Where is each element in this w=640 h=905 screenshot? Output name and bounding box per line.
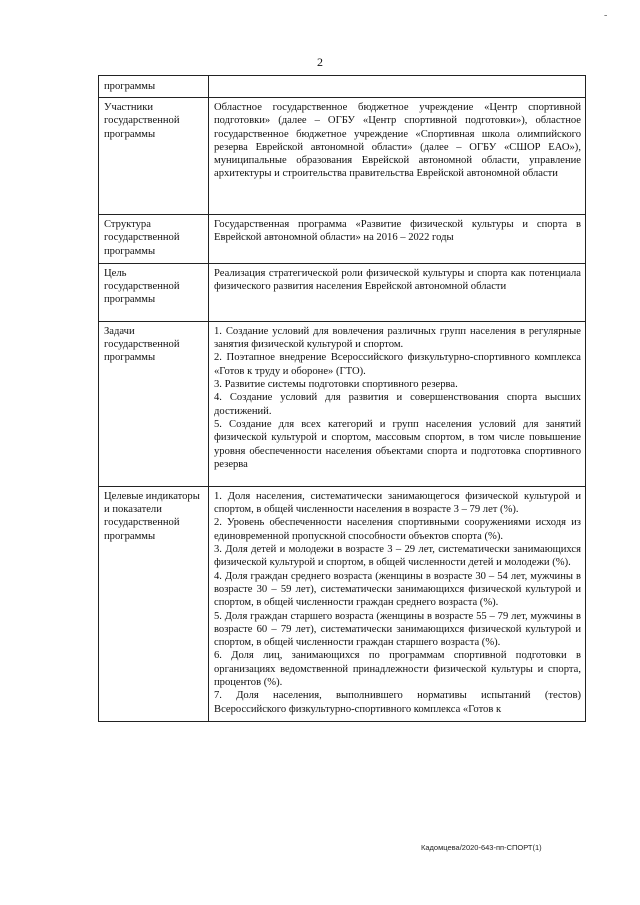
row-content: [209, 215, 586, 264]
content-paragraph: 2. Поэтапное внедрение Всероссийского физкультурно-спортивного комплекса «Готов к труду и обороне» (ГТО).: [214, 352, 581, 377]
table-row: [99, 98, 586, 215]
content-paragraph: 1. Создание условий для вовлечения различных групп населения в регулярные занятия физической культурой и спортом.: [214, 325, 581, 351]
program-passport-table: [98, 75, 586, 722]
content-paragraph: 7. Доля населения, выполнившего нормативы испытаний (тестов) Всероссийского физкультурно-спортивного комплекса «Готов к: [214, 690, 581, 715]
table-row: [99, 76, 586, 98]
row-label: Участники государственной программы: [99, 98, 209, 215]
content-paragraph: Государственная программа «Развитие физической культуры и спорта в Еврейской автономной области» на 2016 – 2022 годы: [214, 219, 581, 244]
content-paragraph: Областное государственное бюджетное учреждение «Центр спортивной подготовки» (далее – ОГБУ «Центр спортивной подготовки»), областное государственное бюджетное учреждение «Спортивная школа олимпийского резерва Еврейской автономной области» (далее – ОГБУ «СШОР ЕАО»), муниципальные образования Еврейской автономной области, управление архитектуры и строительства правительства Еврейской автономной области: [214, 102, 581, 180]
table-row: [99, 321, 586, 486]
content-paragraph: 3. Развитие системы подготовки спортивного резерва.: [214, 379, 458, 391]
page-number: 2: [317, 55, 323, 69]
row-content: [209, 321, 586, 486]
row-label: Структура государственной программы: [99, 215, 209, 264]
content-paragraph: Реализация стратегической роли физической культуры и спорта как потенциала физического развития населения Еврейской автономной области: [214, 267, 581, 293]
row-content: [209, 486, 586, 721]
content-paragraph: 5. Создание для всех категорий и групп населения условий для занятий физической культурой и спортом, массовым спортом, в том числе повышение уровня обеспеченности населения объектами спорта и подготовка спортивного резерва: [214, 418, 581, 470]
content-paragraph: 1. Доля населения, систематически занимающегося физической культурой и спортом, в общей численности населения в возрасте 3 – 79 лет (%).: [214, 490, 581, 516]
content-paragraph: 5. Доля граждан старшего возраста (женщины в возрасте 55 – 79 лет, мужчины в возрасте 60 – 79 лет), систематически занимающихся физической культурой и спортом, в общей численности граждан старшего возраста (%).: [214, 610, 581, 649]
table-row: [99, 263, 586, 321]
row-label: Целевые индикаторы и показатели государственной программы: [99, 486, 209, 721]
row-content: [209, 76, 586, 98]
content-paragraph: 4. Доля граждан среднего возраста (женщины в возрасте 30 – 54 лет, мужчины в возрасте 30 – 59 лет), систематически занимающихся физической культурой и спортом, в общей численности граждан среднего возраста (%).: [214, 570, 581, 609]
row-content: [209, 98, 586, 215]
content-paragraph: 6. Доля лиц, занимающихся по программам спортивной подготовки в организациях ведомственной принадлежности физической культуры и спорта, процентов (%).: [214, 650, 581, 689]
row-content: [209, 263, 586, 321]
content-paragraph: 3. Доля детей и молодежи в возрасте 3 – 29 лет, систематически занимающихся физической культурой и спортом, в общей численности детей и молодежи (%).: [214, 544, 581, 569]
table-row: [99, 215, 586, 264]
table-row: [99, 486, 586, 721]
content-paragraph: 4. Создание условий для развития и совершенствования спорта высших достижений.: [214, 392, 581, 417]
row-label: Цель государственной программы: [99, 263, 209, 321]
row-label: программы: [99, 76, 209, 98]
content-paragraph: 2. Уровень обеспеченности населения спортивными сооружениями исходя из единовременной пропускной способности объектов спорта (%).: [214, 517, 581, 542]
corner-mark: -: [604, 10, 608, 21]
footer-file-reference: Кадомцева/2020-643-пп-СПОРТ(1): [421, 843, 542, 852]
row-label: Задачи государственной программы: [99, 321, 209, 486]
